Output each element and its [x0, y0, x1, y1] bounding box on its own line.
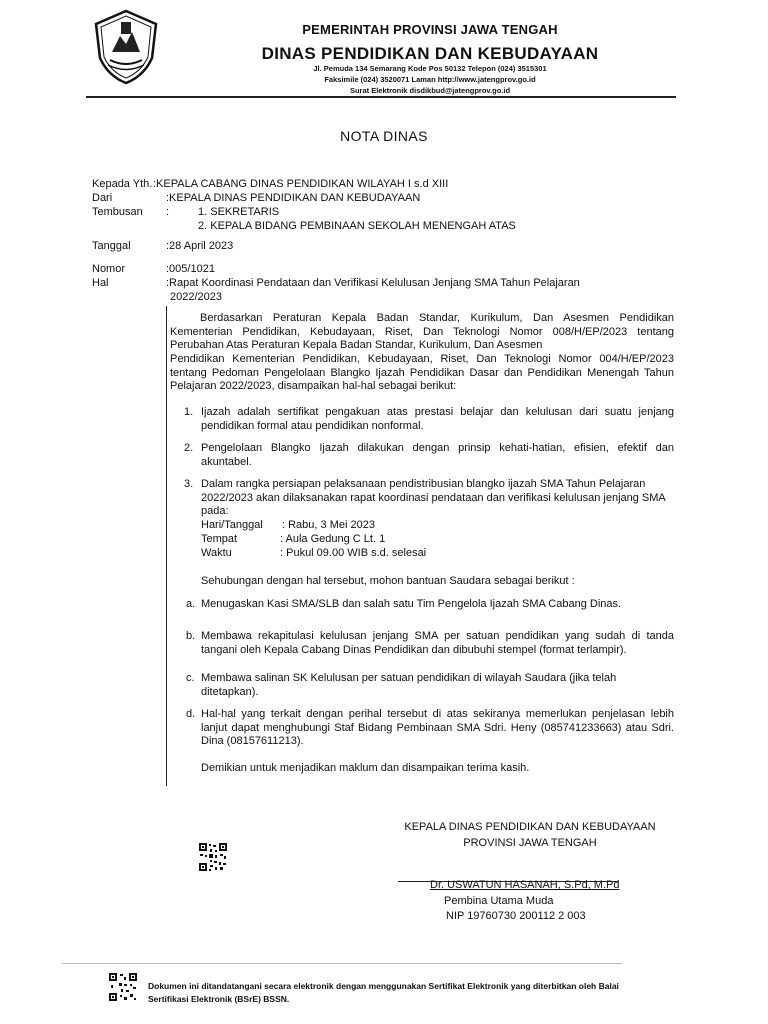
list-item: Dalam rangka persiapan pelaksanaan pendistribusian blangko ijazah SMA Tahun Pelajaran 2022/2023 akan dilaksanakan rapat koordinasi pendataan dan verifikasi kelulusan jenjang SMA pada: — [201, 478, 666, 517]
request-item: Membawa salinan SK Kelulusan per satuan pendidikan di wilayah Saudara (jika telah ditetapkan). — [201, 672, 617, 698]
request-item: Menugaskan Kasi SMA/SLB dan salah satu Tim Pengelola Ijazah SMA Cabang Dinas. — [201, 598, 622, 610]
tembusan-label: Tembusan — [92, 206, 143, 218]
letterhead-department: DINAS PENDIDIKAN DAN KEBUDAYAAN — [261, 44, 599, 63]
letterhead-address: Jl. Pemuda 134 Semarang Kode Pos 50132 Telepon (024) 3515301 — [313, 64, 547, 73]
request-item-letter: a. — [186, 598, 196, 610]
footer-rule — [62, 963, 622, 964]
tembusan-colon: : — [166, 206, 170, 218]
qr-code-icon — [108, 972, 138, 1007]
hal-value-continued: 2022/2023 — [170, 291, 222, 303]
closing-sentence: Demikian untuk menjadikan maklum dan disampaikan terima kasih. — [201, 762, 530, 774]
schedule-place-label: Tempat — [201, 533, 238, 545]
request-item: Hal-hal yang terkait dengan perihal tersebut di atas sekiranya memerlukan penjelasan lebih lanjut dapat menghubungi Staf Bidang Pembinaan SMA Sdri. Heny (085741233663) atau Sdri. Dina (08157611213). — [201, 708, 674, 747]
letterhead-fax: Faksimile (024) 3520071 Laman http://www.jatengprov.go.id — [324, 75, 536, 84]
signatory-nip: NIP 19760730 200112 2 003 — [446, 910, 586, 922]
dari-label: Dari — [92, 192, 113, 204]
margin-vertical-rule — [166, 306, 167, 786]
province-seal-logo — [90, 8, 162, 86]
request-item-letter: d. — [186, 708, 196, 720]
tembusan-item-2: 2. KEPALA BIDANG PEMBINAAN SEKOLAH MENENGAH ATAS — [198, 220, 516, 232]
schedule-day-value: : Rabu, 3 Mei 2023 — [282, 519, 375, 531]
document-title: NOTA DINAS — [340, 128, 428, 144]
list-item: Pengelolaan Blangko Ijazah dilakukan dengan prinsip kehati-hatian, efisien, efektif dan akuntabel. — [201, 442, 674, 468]
tanggal-label: Tanggal — [92, 240, 131, 252]
schedule-time-value: : Pukul 09.00 WIB s.d. selesai — [280, 547, 427, 559]
nomor-label: Nomor — [92, 263, 126, 275]
nomor-value: :005/1021 — [166, 263, 215, 275]
intro-paragraph-1: Berdasarkan Peraturan Kepala Badan Standar, Kurikulum, Dan Asesmen Pendidikan Kementerian Pendidikan, Kebudayaan, Riset, Dan Teknologi Nomor 008/H/EP/2023 tentang Perubahan Atas Peraturan Kepala Badan Standar, Kurikulum, Dan Asesmen — [170, 312, 674, 351]
schedule-place-value: : Aula Gedung C Lt. 1 — [280, 533, 386, 545]
list-item-number: 1. — [184, 406, 194, 418]
signatory-rank: Pembina Utama Muda — [444, 895, 554, 907]
schedule-day-label: Hari/Tanggal — [201, 519, 263, 531]
request-intro: Sehubungan dengan hal tersebut, mohon bantuan Saudara sebagai berikut : — [201, 575, 575, 587]
letterhead-email: Surat Elektronik disdikbud@jatengprov.go.id — [349, 86, 511, 95]
letterhead-rule — [86, 96, 676, 98]
request-item: Membawa rekapitulasi kelulusan jenjang SMA per satuan pendidikan yang sudah di tanda tangani oleh Kepala Cabang Dinas Pendidikan dan dibubuhi stempel (format terlampir). — [201, 630, 674, 656]
schedule-time-label: Waktu — [201, 547, 232, 559]
intro-paragraph-2: Pendidikan Kementerian Pendidikan, Kebudayaan, Riset, Dan Teknologi Nomor 004/H/EP/2023 tentang Pedoman Pengelolaan Blangko Ijazah Pendidikan Dasar dan Pendidikan Menengah Tahun Pelajaran 2022/2023, disampaikan hal-hal sebagai berikut: — [170, 353, 674, 392]
hal-label: Hal — [92, 277, 109, 289]
signatory-position: KEPALA DINAS PENDIDIKAN DAN KEBUDAYAAN — [404, 821, 656, 833]
list-item: Ijazah adalah sertifikat pengakuan atas prestasi belajar dan kelulusan dari suatu jenjang pendidikan formal atau pendidikan nonformal. — [201, 406, 674, 432]
kepada-value: :KEPALA CABANG DINAS PENDIDIKAN WILAYAH I s.d XIII — [153, 178, 449, 190]
footer-esign-note: Dokumen ini ditandatangani secara elektronik dengan menggunakan Sertifikat Elektronik yang diterbitkan oleh Balai Sertifikasi Elektronik (BSrE) BSSN. — [148, 981, 619, 1004]
tanggal-value: :28 April 2023 — [166, 240, 234, 252]
request-item-letter: c. — [186, 672, 195, 684]
signatory-province: PROVINSI JAWA TENGAH — [463, 837, 597, 849]
list-item-number: 3. — [184, 478, 194, 490]
list-item-number: 2. — [184, 442, 194, 454]
letterhead-government: PEMERINTAH PROVINSI JAWA TENGAH — [302, 22, 558, 37]
signatory-name: Dr. USWATUN HASANAH, S.Pd, M.Pd — [430, 879, 620, 891]
request-item-letter: b. — [186, 630, 196, 642]
dari-value: :KEPALA DINAS PENDIDIKAN DAN KEBUDAYAAN — [166, 192, 421, 204]
tembusan-item-1: 1. SEKRETARIS — [198, 206, 280, 218]
hal-value: :Rapat Koordinasi Pendataan dan Verifikasi Kelulusan Jenjang SMA Tahun Pelajaran — [166, 277, 580, 289]
kepada-label: Kepada Yth. — [92, 178, 153, 190]
qr-code-icon — [198, 842, 228, 877]
